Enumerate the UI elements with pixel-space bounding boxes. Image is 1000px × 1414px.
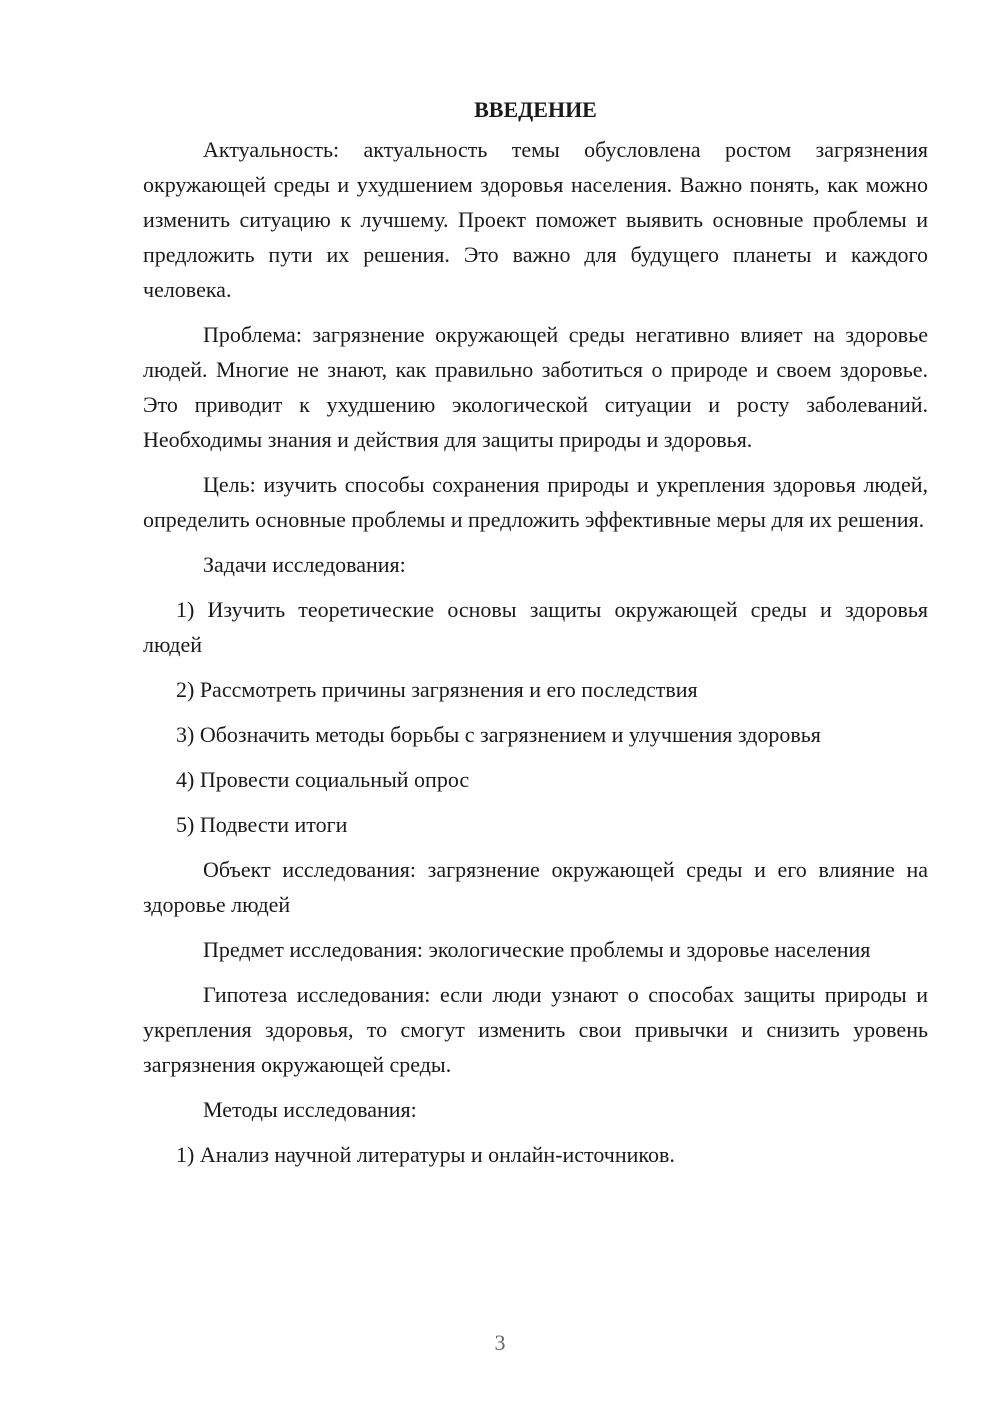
hypothesis-paragraph: Гипотеза исследования: если люди узнают о способах защиты природы и укрепления здоровья, то смогут изменить свои привычки и снизить уровень загрязнения окружающей среды. — [143, 982, 928, 1077]
problem-paragraph: Проблема: загрязнение окружающей среды негативно влияет на здоровье людей. Многие не знают, как правильно заботиться о природе и своем здоровье. Это приводит к ухудшению экологической ситуации и росту заболеваний. Необходимы знания и действия для защиты природы и здоровья. — [143, 322, 928, 452]
page-number: 3 — [494, 1330, 506, 1355]
tasks-heading: Задачи исследования: — [203, 552, 406, 577]
subject-paragraph: Предмет исследования: экологические проблемы и здоровье населения — [203, 937, 871, 962]
method-item: 1) Анализ научной литературы и онлайн-источников. — [176, 1142, 675, 1167]
task-item: 1) Изучить теоретические основы защиты окружающей среды и здоровья людей — [143, 597, 928, 657]
goal-paragraph: Цель: изучить способы сохранения природы и укрепления здоровья людей, определить основные проблемы и предложить эффективные меры для их решения. — [143, 472, 928, 532]
document-page — [143, 92, 928, 1182]
methods-heading: Методы исследования: — [203, 1097, 417, 1122]
task-item: 3) Обозначить методы борьбы с загрязнением и улучшения здоровья — [176, 722, 821, 747]
section-title: ВВЕДЕНИЕ — [474, 97, 597, 122]
object-paragraph: Объект исследования: загрязнение окружающей среды и его влияние на здоровье людей — [143, 857, 928, 917]
task-item: 2) Рассмотреть причины загрязнения и его последствия — [176, 677, 698, 702]
task-item: 5) Подвести итоги — [176, 812, 348, 837]
relevance-paragraph: Актуальность: актуальность темы обусловлена ростом загрязнения окружающей среды и ухудшением здоровья населения. Важно понять, как можно изменить ситуацию к лучшему. Проект поможет выявить основные проблемы и предложить пути их решения. Это важно для будущего планеты и каждого человека. — [143, 137, 928, 302]
task-item: 4) Провести социальный опрос — [176, 767, 470, 792]
